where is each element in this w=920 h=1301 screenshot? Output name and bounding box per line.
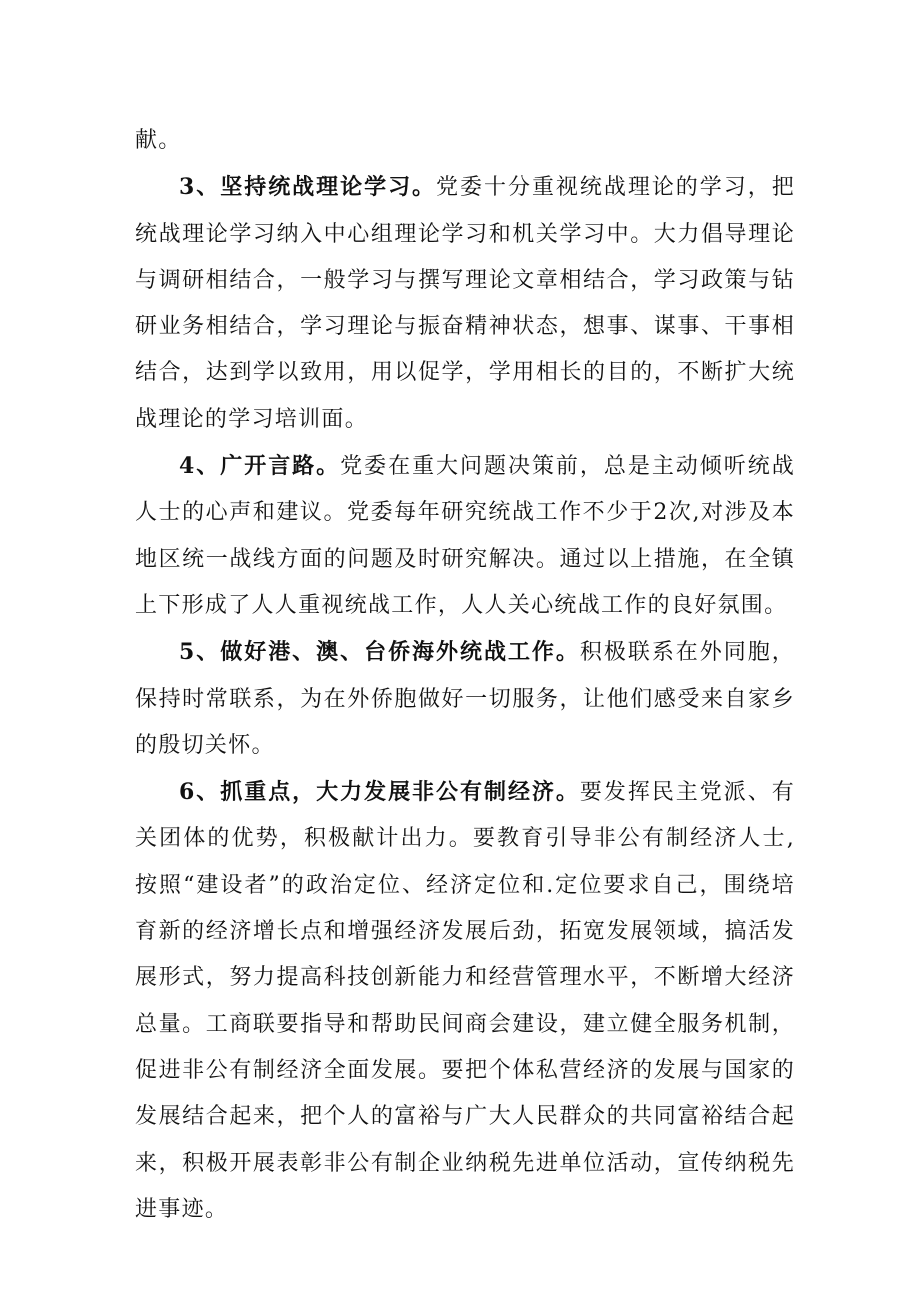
paragraph-text: 党委十分重视统战理论的学习，把统战理论学习纳入中心组理论学习和机关学习中。大力倡导理论与调研相结合，一般学习与撰写理论文章相结合，学习政策与钻研业务相结合，学习理论与振奋精神状态，想事、谋事、干事相结合，达到学以致用，用以促学，学用相长的目的，不断扩大统战理论的学习培训面。 (135, 175, 795, 432)
paragraph-heading: 6、抓重点，大力发展非公有制经济。 (179, 779, 580, 806)
paragraph-theory-study (135, 164, 795, 443)
paragraph-text: 党委在重大问题决策前，总是主动倾听统战人士的心声和建议。党委每年研究统战工作不少于2次,对涉及本地区统一战线方面的问题及时研究解决。通过以上措施，在全镇上下形成了人人重视统战工作，人人关心统战工作的良好氛围。 (135, 454, 795, 618)
paragraph-heading: 4、广开言路。 (179, 453, 341, 480)
paragraph-continuation (135, 118, 795, 164)
paragraph-non-public-economy (135, 769, 795, 1233)
paragraph-text: 献。 (135, 128, 182, 153)
paragraph-open-channels (135, 443, 795, 629)
paragraph-text: 积极联系在外同胞，保持时常联系，为在外侨胞做好一切服务，让他们感受来自家乡的殷切关怀。 (135, 640, 795, 758)
paragraph-heading: 3、坚持统战理论学习。 (179, 174, 437, 201)
document-body (135, 118, 795, 1233)
paragraph-overseas-work (135, 629, 795, 769)
paragraph-heading: 5、做好港、澳、台侨海外统战工作。 (179, 639, 580, 666)
paragraph-text: 要发挥民主党派、有关团体的优势，积极献计出力。要教育引导非公有制经济人士,按照“建设者”的政治定位、经济定位和.定位要求自己，围绕培育新的经济增长点和增强经济发展后劲，拓宽发展领域，搞活发展形式，努力提高科技创新能力和经营管理水平，不断增大经济总量。工商联要指导和帮助民间商会建设，建立健全服务机制，促进非公有制经济全面发展。要把个体私营经济的发展与国家的发展结合起来，把个人的富裕与广大人民群众的共同富裕结合起来，积极开展表彰非公有制企业纳税先进单位活动，宣传纳税先进事迹。 (135, 780, 795, 1222)
